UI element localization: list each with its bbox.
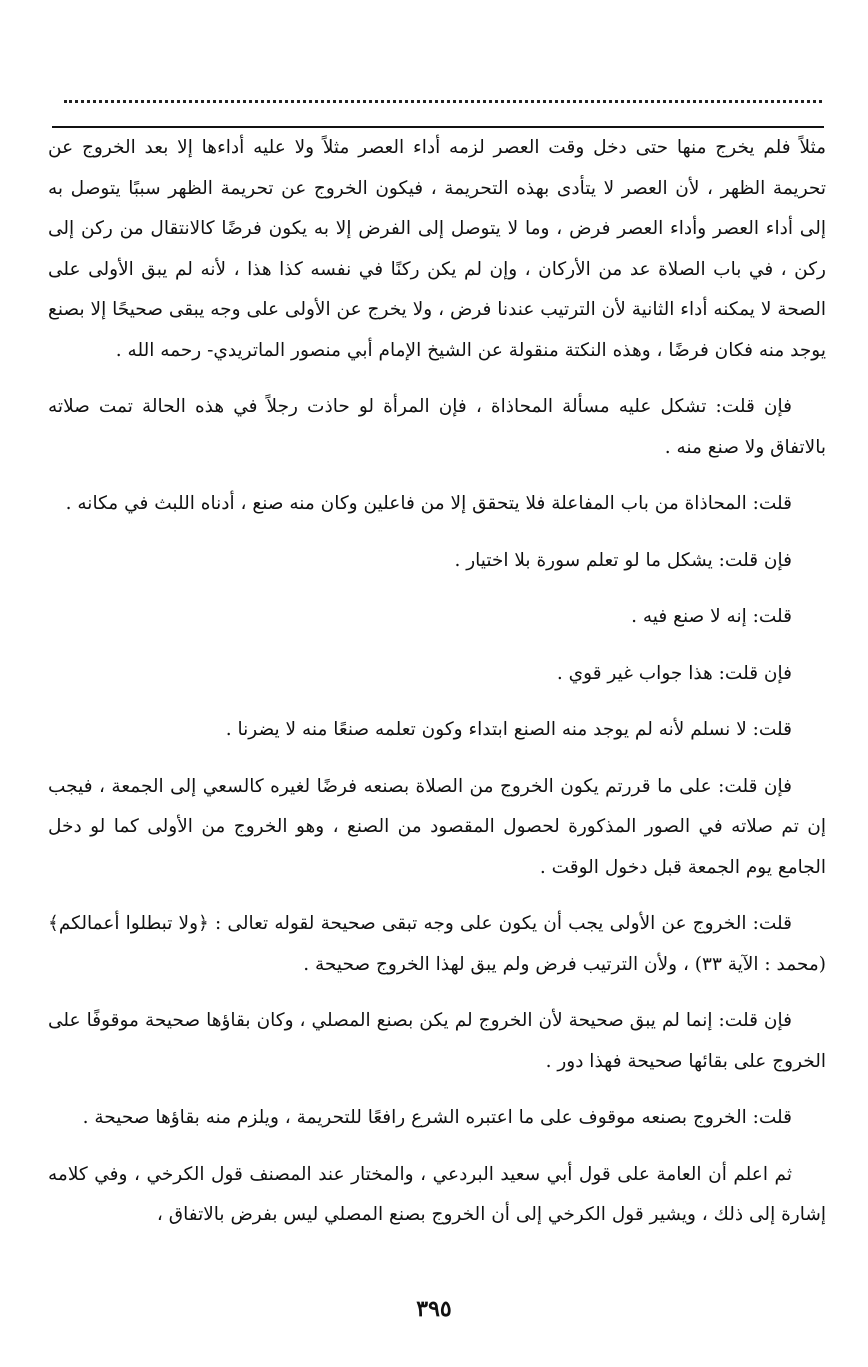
paragraph: قلت: المحاذاة من باب المفاعلة فلا يتحقق إلا من فاعلين وكان منه صنع ، أدناه اللبث في مكانه . [65,493,792,514]
paragraph: فإن قلت: هذا جواب غير قوي . [556,662,792,684]
paragraph: قلت: إنه لا صنع فيه . [631,606,792,627]
paragraph: فإن قلت: يشكل ما لو تعلم سورة بلا اختيار . [454,549,792,571]
page-number: ٣٩٥ [416,1296,452,1322]
paragraph: فإن قلت: إنما لم يبق صحيحة لأن الخروج لم يكن بصنع المصلي ، وكان بقاؤها صحيحة موقوفًا على الخروج على بقائها صحيحة فهذا دور . [48,1010,826,1072]
paragraph: قلت: لا نسلم لأنه لم يوجد منه الصنع ابتداء وكون تعلمه صنعًا منه لا يضرنا . [225,719,792,740]
body-text [48,128,826,1252]
paragraph: قلت: الخروج بصنعه موقوف على ما اعتبره الشرع رافعًا للتحريمة ، ويلزم منه بقاؤها صحيحة . [82,1107,792,1128]
header-dotted-line [64,84,822,103]
paragraph: فإن قلت: على ما قررتم يكون الخروج من الصلاة بصنعه فرضًا لغيره كالسعي إلى الجمعة ، فيجب إن تم صلاته في الصور المذكورة لحصول المقصود من الصنع ، وهو الخروج من الأولى كما لو دخل الجامع يوم الجمعة قبل دخول الوقت . [48,775,826,878]
paragraph: ثم اعلم أن العامة على قول أبي سعيد البردعي ، والمختار عند المصنف قول الكرخي ، وفي كلامه إشارة إلى ذلك ، ويشير قول الكرخي إلى أن الخروج بصنع المصلي ليس بفرض بالاتفاق ، [48,1163,826,1225]
paragraph: فإن قلت: تشكل عليه مسألة المحاذاة ، فإن المرأة لو حاذت رجلاً في هذه الحالة تمت صلاته بالاتفاق ولا صنع منه . [48,396,826,458]
paragraph: قلت: الخروج عن الأولى يجب أن يكون على وجه تبقى صحيحة لقوله تعالى : ﴿ولا تبطلوا أعمالكم﴾ (محمد : الآية ٣٣) ، ولأن الترتيب فرض ولم يبق لهذا الخروج صحيحة . [48,913,826,975]
paragraph: مثلاً فلم يخرج منها حتى دخل وقت العصر لزمه أداء العصر مثلاً ولا عليه أداءها إلا بعد الخروج عن تحريمة الظهر ، لأن العصر لا يتأدى بهذه التحريمة ، فيكون الخروج عن تحريمة الظهر سببًا يتوصل به إلى أداء العصر وأداء العصر فرض ، وما لا يتوصل إلى الفرض إلا به يكون فرضًا كالانتقال من ركن إلى ركن ، في باب الصلاة عد من الأركان ، وإن لم يكن ركنًا في نفسه كذا هذا ، لأنه لم يبق الأولى على الصحة لا يمكنه أداء الثانية لأن الترتيب عندنا فرض ، ولا يخرج عن الأولى على وجه يبقى صحيحًا إلا بصنع يوجد منه فكان فرضًا ، وهذه النكتة منقولة عن الشيخ الإمام أبي منصور الماتريدي- رحمه الله . [48,137,826,361]
